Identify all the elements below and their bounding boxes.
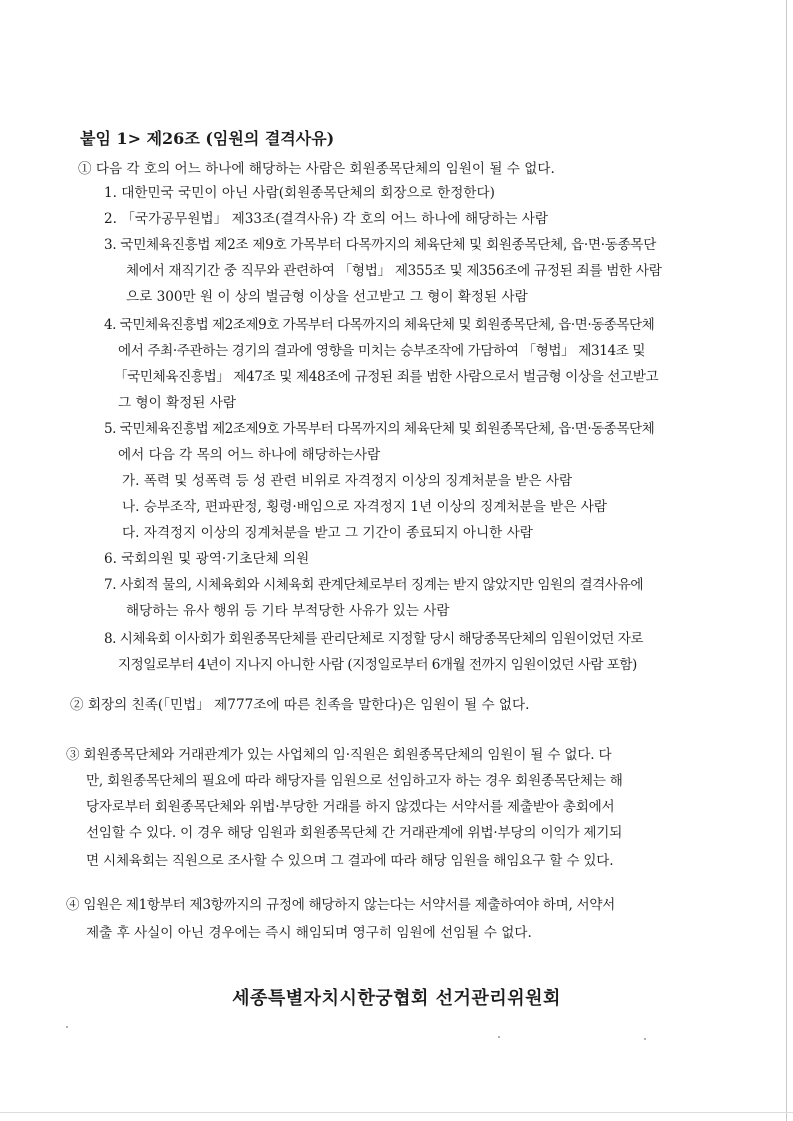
clause-1-item-3-line-1: 3. 국민체육진흥법 제2조 제9호 가목부터 다목까지의 체육단체 및 회원종목단체, 읍·면·동종목단 <box>104 237 657 253</box>
clause-1-item-5-sub-1: 가. 폭력 및 성폭력 등 성 관련 비위로 자격정지 이상의 징계처분을 받은 사람 <box>122 473 573 489</box>
clause-3-line-2: 만, 회원종목단체의 필요에 따라 해당자를 임원으로 선임하고자 하는 경우 회원종목단체는 해 <box>86 773 623 789</box>
clause-3-line-4: 선임할 수 있다. 이 경우 해당 임원과 회원종목단체 간 거래관계에 위법·부당의 이익가 제기되 <box>86 825 623 841</box>
clause-1-item-3-line-3: 으로 300만 원 이 상의 벌금형 이상을 선고받고 그 형이 확정된 사람 <box>126 289 528 305</box>
scan-bottom-line <box>0 1112 793 1113</box>
clause-3-line-3: 당자로부터 회원종목단체와 위법·부당한 거래를 하지 않겠다는 서약서를 제출받아 총회에서 <box>86 799 615 815</box>
clause-4-line-1: ④ 임원은 제1항부터 제3항까지의 규정에 해당하지 않는다는 서약서를 제출하여야 하며, 서약서 <box>66 897 615 913</box>
clause-1-item-5-line-1: 5. 국민체육진흥법 제2조제9호 가목부터 다목까지의 체육단체 및 회원종목단체, 읍·면·동종목단체 <box>104 421 655 437</box>
scan-speck <box>644 1038 646 1040</box>
clause-1-item-7-line-1: 7. 사회적 물의, 시체육회와 시체육회 관계단체로부터 징계는 받지 않았지만 임원의 결격사유에 <box>104 577 644 593</box>
scan-speck <box>498 1036 500 1038</box>
clause-2: ② 회장의 친족(「민법」 제777조에 따른 친족을 말한다)은 임원이 될 수 없다. <box>70 697 530 713</box>
scan-edge-line <box>786 0 787 1121</box>
clause-1-item-4-line-2: 에서 주최·주관하는 경기의 결과에 영향을 미치는 승부조작에 가담하여 「형법」 제314조 및 <box>118 343 646 359</box>
clause-1-item-8-line-2: 지정일로부터 4년이 지나지 아니한 사람 (지정일로부터 6개월 전까지 임원이었던 사람 포함) <box>118 657 637 673</box>
clause-3-line-5: 면 시체육회는 직원으로 조사할 수 있으며 그 결과에 따라 해당 임원을 해임요구 할 수 있다. <box>86 853 614 869</box>
clause-1-item-4-line-3: 「국민체육진흥법」 제47조 및 제48조에 규정된 죄를 범한 사람으로서 벌금형 이상을 선고받고 <box>114 369 659 385</box>
clause-1-item-8-line-1: 8. 시체육회 이사회가 회원종목단체를 관리단체로 지정할 당시 해당종목단체의 임원이었던 자로 <box>104 631 643 647</box>
clause-1-item-3-line-2: 체에서 재직기간 중 직무와 관련하여 「형법」 제355조 및 제356조에 규정된 죄를 범한 사람 <box>126 263 662 279</box>
clause-1-item-5-line-2: 에서 다음 각 목의 어느 하나에 해당하는사람 <box>118 447 381 463</box>
clause-1-item-6: 6. 국회의원 및 광역·기초단체 의원 <box>104 551 310 567</box>
clause-1-item-2: 2. 「국가공무원법」 제33조(결격사유) 각 호의 어느 하나에 해당하는 사람 <box>104 211 549 227</box>
clause-1-item-1: 1. 대한민국 국민이 아닌 사람(회원종목단체의 회장으로 한정한다) <box>104 185 495 201</box>
issuer-footer: 세종특별자치시한궁협회 선거관리위원회 <box>232 988 561 1009</box>
clause-1-item-5-sub-2: 나. 승부조작, 편파판정, 횡령·배임으로 자격정지 1년 이상의 징계처분을 받은 사람 <box>122 499 608 515</box>
clause-1-item-7-line-2: 해당하는 유사 행위 등 기타 부적당한 사유가 있는 사람 <box>126 603 450 619</box>
clause-1-intro: ① 다음 각 호의 어느 하나에 해당하는 사람은 회원종목단체의 임원이 될 수 없다. <box>78 161 555 177</box>
clause-1-item-4-line-4: 그 형이 확정된 사람 <box>118 395 237 411</box>
clause-4-line-2: 제출 후 사실이 아닌 경우에는 즉시 해임되며 영구히 임원에 선임될 수 없다. <box>86 925 532 941</box>
clause-3-line-1: ③ 회원종목단체와 거래관계가 있는 사업체의 임·직원은 회원종목단체의 임원이 될 수 없다. 다 <box>66 747 612 763</box>
clause-1-item-5-sub-3: 다. 자격정지 이상의 징계처분을 받고 그 기간이 종료되지 아니한 사람 <box>122 525 533 541</box>
scan-speck <box>66 1026 68 1028</box>
document-title: 붙임 1> 제26조 (임원의 결격사유) <box>80 129 335 148</box>
clause-1-item-4-line-1: 4. 국민체육진흥법 제2조제9호 가목부터 다목까지의 체육단체 및 회원종목단체, 읍·면·동종목단체 <box>104 317 655 333</box>
